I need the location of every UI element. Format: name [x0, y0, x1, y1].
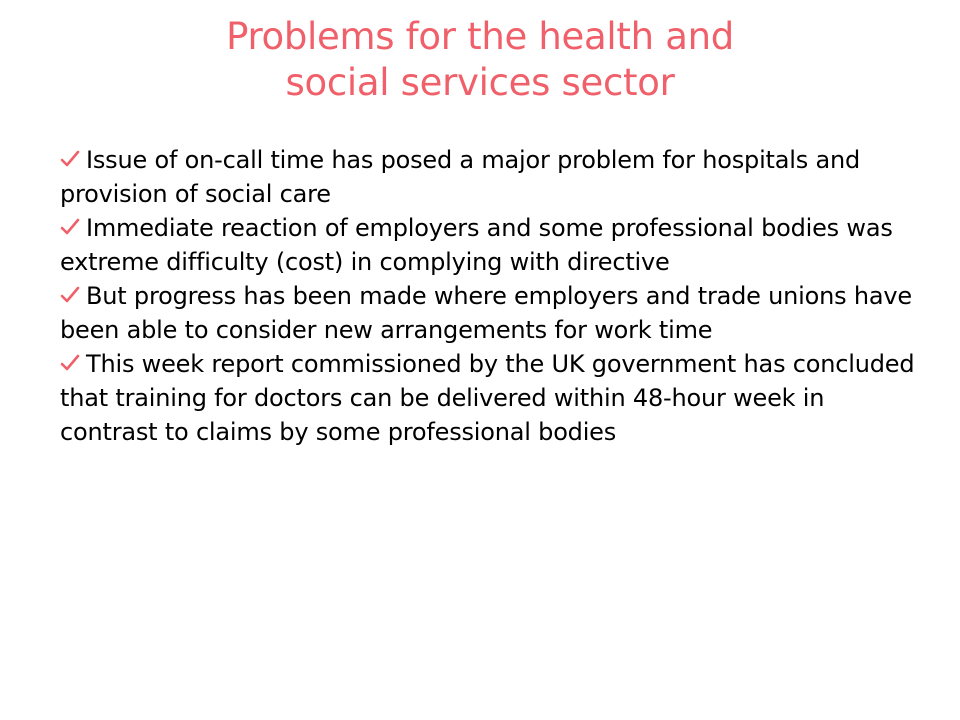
- bullet-text: This week report commissioned by the UK government has concluded that training for doctors can be delivered within 48-hour week in contrast to claims by some professional bodies: [60, 350, 915, 446]
- bullet-list: [60, 143, 920, 449]
- slide-title-line-2: social services sector: [285, 61, 675, 104]
- checkmark-icon: [60, 217, 80, 237]
- bullet-text: But progress has been made where employers and trade unions have been able to consider new arrangements for work time: [60, 282, 912, 344]
- slide-title-line-1: Problems for the health and: [226, 15, 734, 58]
- bullet-item: [60, 279, 920, 347]
- bullet-item: [60, 347, 920, 449]
- checkmark-icon: [60, 353, 80, 373]
- bullet-text: Issue of on-call time has posed a major problem for hospitals and provision of social care: [60, 146, 861, 208]
- bullet-text: Immediate reaction of employers and some professional bodies was extreme difficulty (cost) in complying with directive: [60, 214, 893, 276]
- checkmark-icon: [60, 149, 80, 169]
- slide-title: [0, 14, 960, 106]
- bullet-item: [60, 211, 920, 279]
- checkmark-icon: [60, 285, 80, 305]
- bullet-item: [60, 143, 920, 211]
